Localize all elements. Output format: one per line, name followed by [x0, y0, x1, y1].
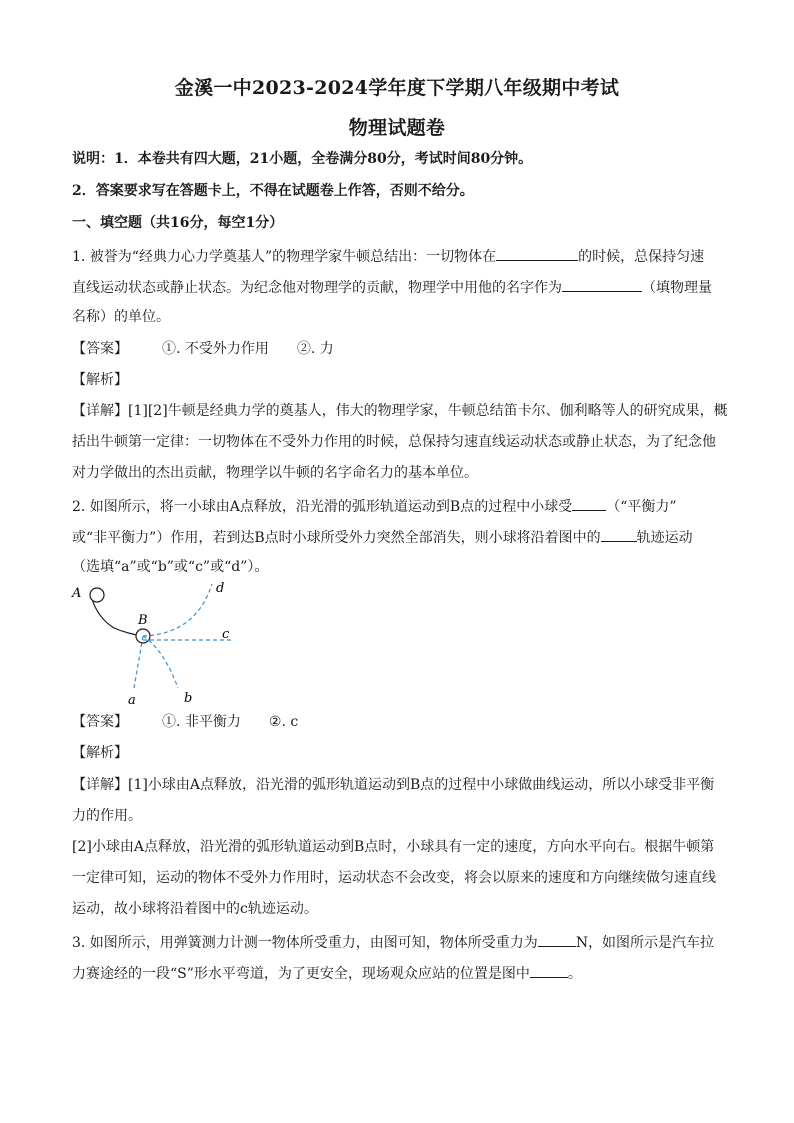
exam-title: 金溪一中2023-2024学年度下学期八年级期中考试 [174, 77, 620, 99]
q1-line-3: 名称）的单位。 [72, 309, 170, 325]
q2-detail-5: 运动，故小球将沿着图中的c轨迹运动。 [72, 901, 318, 917]
q2-text-2a: 或“非平衡力”）作用，若到达B点时小球所受外力突然全部消失，则小球将沿着图中的 [72, 530, 601, 546]
q2-detail-3: [2]小球由A点释放，沿光滑的弧形轨道运动到B点时，小球具有一定的速度，方向水平向右。根据牛顿第 [72, 839, 715, 855]
q2-text-1b: （“平衡力” [606, 499, 677, 515]
answer-tag: 【答案】 [72, 714, 128, 730]
q3-line-2 [72, 963, 732, 983]
q2-line-1 [72, 496, 732, 516]
q1-text-1a: 1. 被誉为“经典力心力学奠基人”的物理学家牛顿总结出：一切物体在 [72, 249, 497, 265]
q2-line-3: （选填“a”或“b”或“c”或“d”）。 [72, 559, 269, 575]
q2-detail-1: 【详解】[1]小球由A点释放，沿光滑的弧形轨道运动到B点的过程中小球做曲线运动，所以小球受非平衡 [72, 777, 715, 793]
label-a-point: A [72, 586, 82, 601]
q1-blank-1 [496, 246, 578, 261]
q2-answer [72, 713, 732, 731]
path-b [143, 636, 178, 688]
label-path-d: d [216, 581, 225, 596]
arc-track [92, 599, 143, 636]
q1-line-1 [72, 246, 732, 266]
q1-answer-1: ①. 不受外力作用 [162, 341, 269, 357]
q1-text-2a: 直线运动状态或静止状态。为纪念他对物理学的贡献，物理学中用他的名字作为 [72, 280, 562, 296]
q3-blank-2 [530, 963, 568, 978]
q2-answer-2: ②. c [268, 714, 299, 730]
instructions-line-2: 2．答案要求写在答题卡上，不得在试题卷上作答，否则不给分。 [72, 183, 474, 199]
q1-text-2b: （填物理量 [642, 280, 712, 296]
q2-blank-1 [572, 496, 606, 511]
q3-text-1b: N，如图所示是汽车拉 [575, 935, 715, 951]
q2-text-1a: 2. 如图所示，将一小球由A点释放，沿光滑的弧形轨道运动到B点的过程中小球受 [72, 499, 573, 515]
q2-detail-2: 力的作用。 [72, 808, 142, 824]
path-a [134, 636, 143, 688]
q3-line-1 [72, 932, 732, 952]
ball-at-a [90, 588, 104, 602]
q2-text-2b: 轨迹运动 [636, 530, 693, 546]
q2-blank-2 [601, 527, 637, 542]
instructions-line-1: 说明：1．本卷共有四大题，21小题，全卷满分80分，考试时间80分钟。 [72, 151, 533, 167]
q1-blank-2 [562, 277, 642, 292]
label-path-b: b [184, 691, 193, 706]
exam-subtitle: 物理试题卷 [348, 117, 446, 139]
q1-line-2 [72, 277, 732, 297]
section-heading: 一、填空题（共16分，每空1分） [72, 215, 284, 231]
q2-line-2 [72, 527, 732, 547]
q2-analysis-tag: 【解析】 [72, 745, 128, 761]
path-d [143, 584, 212, 636]
q1-answer-2: ②. 力 [296, 341, 334, 357]
q1-text-1b: 的时候，总保持匀速 [578, 249, 705, 265]
q1-detail-3: 对力学做出的杰出贡献，物理学以牛顿的名字命名力的基本单位。 [72, 465, 478, 481]
q1-analysis-tag: 【解析】 [72, 372, 128, 388]
label-path-c: c [222, 627, 230, 642]
q1-detail-2: 括出牛顿第一定律：一切物体在不受外力作用的时候，总保持匀速直线运动状态或静止状态，为了纪念他 [72, 434, 716, 450]
q3-text-2a: 力赛途经的一段“S”形水平弯道，为了更安全，现场观众应站的位置是图中 [72, 966, 530, 982]
q1-answer [72, 340, 732, 358]
label-b-point: B [138, 613, 148, 628]
answer-tag: 【答案】 [72, 341, 128, 357]
q3-blank-1 [538, 932, 576, 947]
q2-track-diagram [66, 578, 246, 708]
q2-answer-1: ①. 非平衡力 [162, 714, 241, 730]
label-path-a: a [128, 693, 136, 708]
q2-detail-4: 一定律可知，运动的物体不受外力作用时，运动状态不会改变，将会以原来的速度和方向继续做匀速直线 [72, 870, 716, 886]
q3-text-1a: 3. 如图所示，用弹簧测力计测一物体所受重力，由图可知，物体所受重力为 [72, 935, 538, 951]
q3-text-2b: 。 [567, 966, 582, 982]
q1-detail-1: 【详解】[1][2]牛顿是经典力学的奠基人，伟大的物理学家，牛顿总结笛卡尔、伽利略等人的研究成果，概 [72, 403, 728, 419]
